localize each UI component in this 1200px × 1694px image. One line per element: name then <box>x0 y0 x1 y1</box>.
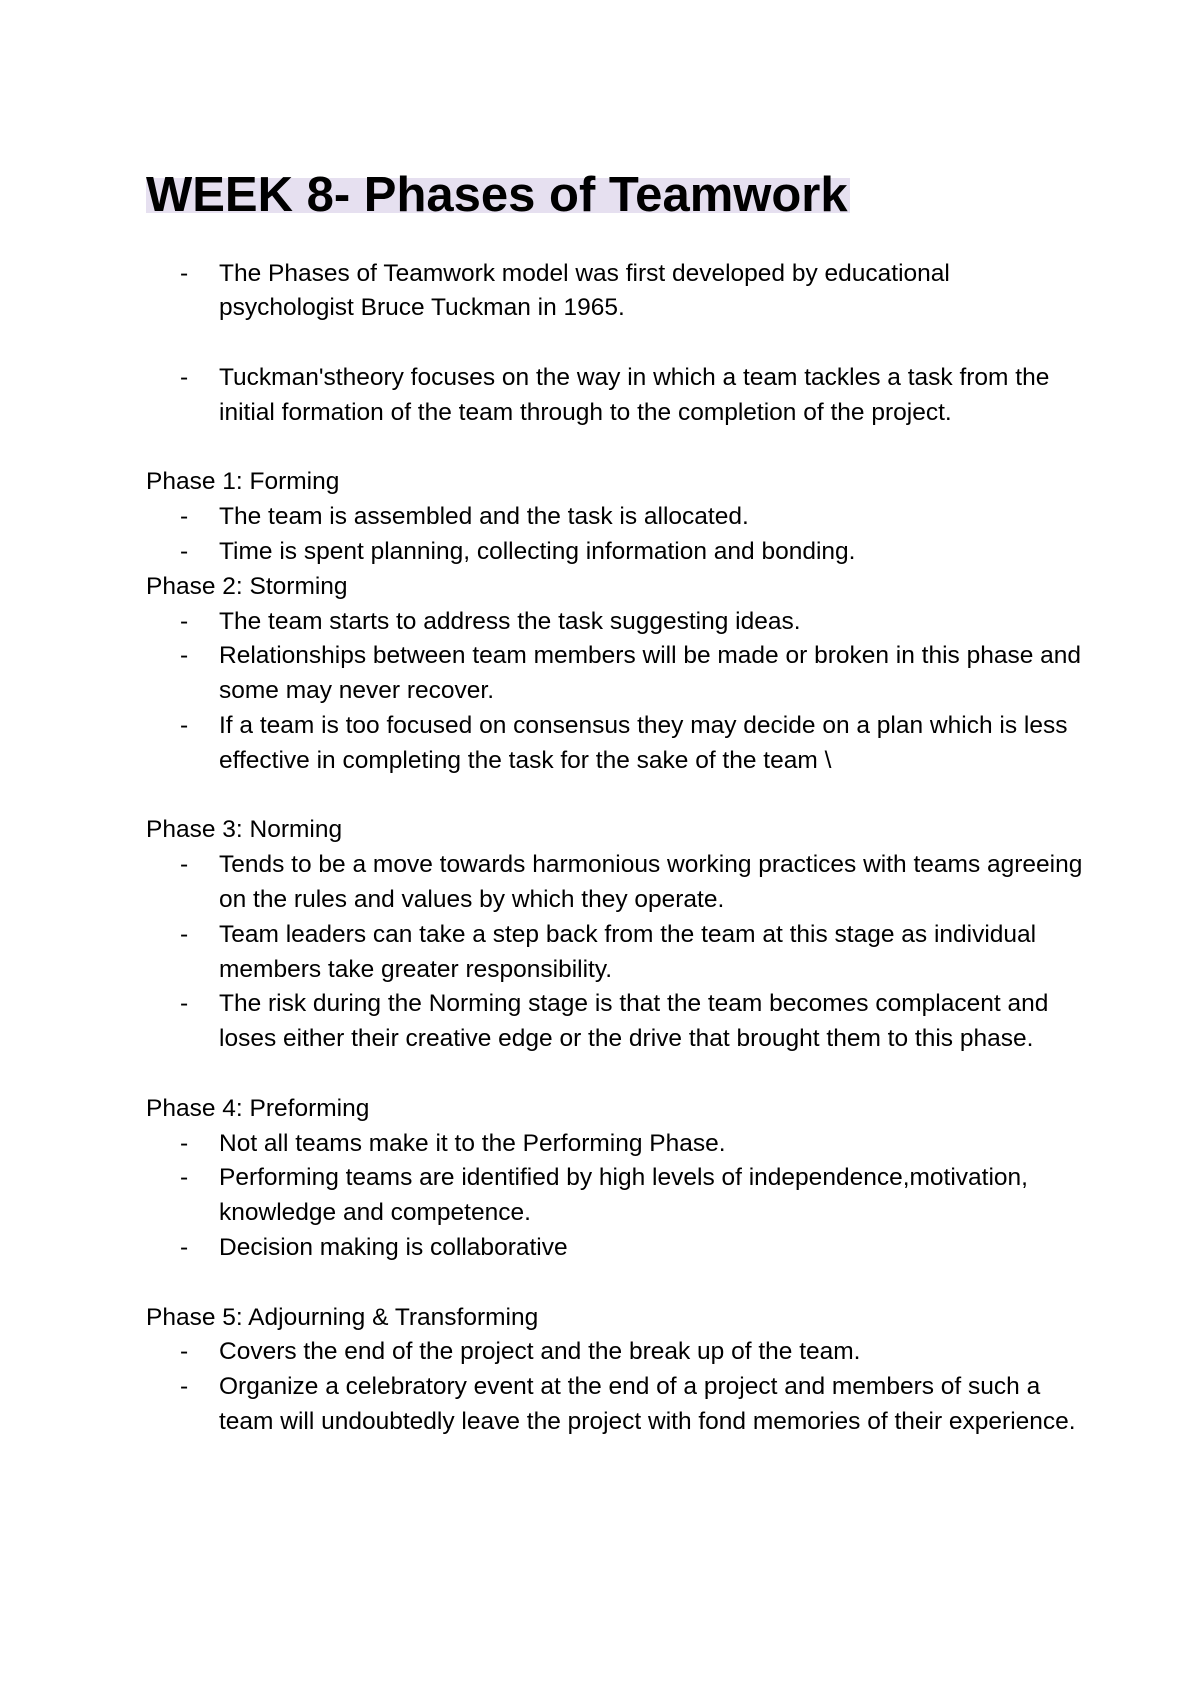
bullet-dash: - <box>180 1233 189 1261</box>
spacer <box>146 431 1086 466</box>
bullet-dash: - <box>180 503 189 531</box>
phase-1-list <box>146 500 1086 570</box>
list-item-text: Decision making is collaborative <box>219 1233 568 1261</box>
phase-1-heading: Phase 1: Forming <box>146 468 340 496</box>
list-item <box>146 605 1086 640</box>
list-item <box>146 848 1086 918</box>
spacer <box>146 779 1086 814</box>
list-item-text: Performing teams are identified by high levels of independence,motivation, knowledge and competence. <box>219 1164 1028 1227</box>
phase-2-list <box>146 605 1086 779</box>
list-item-text: Tends to be a move towards harmonious working practices with teams agreeing on the rules and values by which they operate. <box>219 851 1083 913</box>
list-item-text: Organize a celebratory event at the end of a project and members of such a team will undoubtedly leave the project with fond memories of their experience. <box>219 1373 1076 1435</box>
list-item <box>146 500 1086 535</box>
phase-5-heading: Phase 5: Adjourning & Transforming <box>146 1303 539 1331</box>
list-item-text: Not all teams make it to the Performing Phase. <box>219 1129 726 1157</box>
phase-2-heading: Phase 2: Storming <box>146 572 348 600</box>
bullet-dash: - <box>180 990 189 1018</box>
list-item <box>146 918 1086 988</box>
intro-list <box>146 361 1086 431</box>
list-item <box>146 709 1086 779</box>
list-item-text: The Phases of Teamwork model was first developed by educational psychologist Bruce Tuckman in 1965. <box>219 259 950 322</box>
list-item-text: Time is spent planning, collecting information and bonding. <box>219 537 856 565</box>
bullet-dash: - <box>180 363 189 391</box>
list-item-text: If a team is too focused on consensus they may decide on a plan which is less effective in completing the task for the sake of the team \ <box>219 711 1068 774</box>
phase-5-list <box>146 1335 1086 1439</box>
bullet-dash: - <box>180 1373 189 1401</box>
phase-4-list <box>146 1127 1086 1266</box>
bullet-dash: - <box>180 920 189 948</box>
list-item <box>146 1335 1086 1370</box>
list-item <box>146 1127 1086 1162</box>
bullet-dash: - <box>180 711 189 739</box>
bullet-dash: - <box>180 642 189 670</box>
list-item <box>146 1231 1086 1266</box>
list-item <box>146 257 1086 327</box>
list-item-text: Team leaders can take a step back from the team at this stage as individual members take greater responsibility. <box>219 920 1037 983</box>
list-item <box>146 639 1086 709</box>
spacer <box>146 326 1086 361</box>
list-item-text: Relationships between team members will be made or broken in this phase and some may never recover. <box>219 642 1082 705</box>
list-item-text: The risk during the Norming stage is that the team becomes complacent and loses either their creative edge or the drive that brought them to this phase. <box>219 990 1049 1053</box>
phase-3-heading: Phase 3: Norming <box>146 816 343 844</box>
bullet-dash: - <box>180 259 189 287</box>
bullet-dash: - <box>180 537 189 565</box>
list-item-text: The team starts to address the task suggesting ideas. <box>219 607 801 635</box>
spacer <box>146 1057 1086 1092</box>
list-item-text: Covers the end of the project and the break up of the team. <box>219 1338 861 1366</box>
spacer <box>146 222 1086 257</box>
list-item <box>146 987 1086 1057</box>
bullet-dash: - <box>180 851 189 879</box>
list-item-text: The team is assembled and the task is allocated. <box>219 503 749 531</box>
phase-4-heading: Phase 4: Preforming <box>146 1094 370 1122</box>
intro-list <box>146 257 1086 327</box>
list-item-text: Tuckman'stheory focuses on the way in which a team tackles a task from the initial formation of the team through to the completion of the project. <box>219 363 1050 426</box>
bullet-dash: - <box>180 1338 189 1366</box>
document-page <box>146 168 1086 1440</box>
list-item <box>146 535 1086 570</box>
list-item <box>146 1370 1086 1440</box>
bullet-dash: - <box>180 1164 189 1192</box>
phase-3-list <box>146 848 1086 1057</box>
page-title: WEEK 8- Phases of Teamwork <box>146 168 848 222</box>
spacer <box>146 1266 1086 1301</box>
bullet-dash: - <box>180 1129 189 1157</box>
bullet-dash: - <box>180 607 189 635</box>
list-item <box>146 361 1086 431</box>
list-item <box>146 1161 1086 1231</box>
